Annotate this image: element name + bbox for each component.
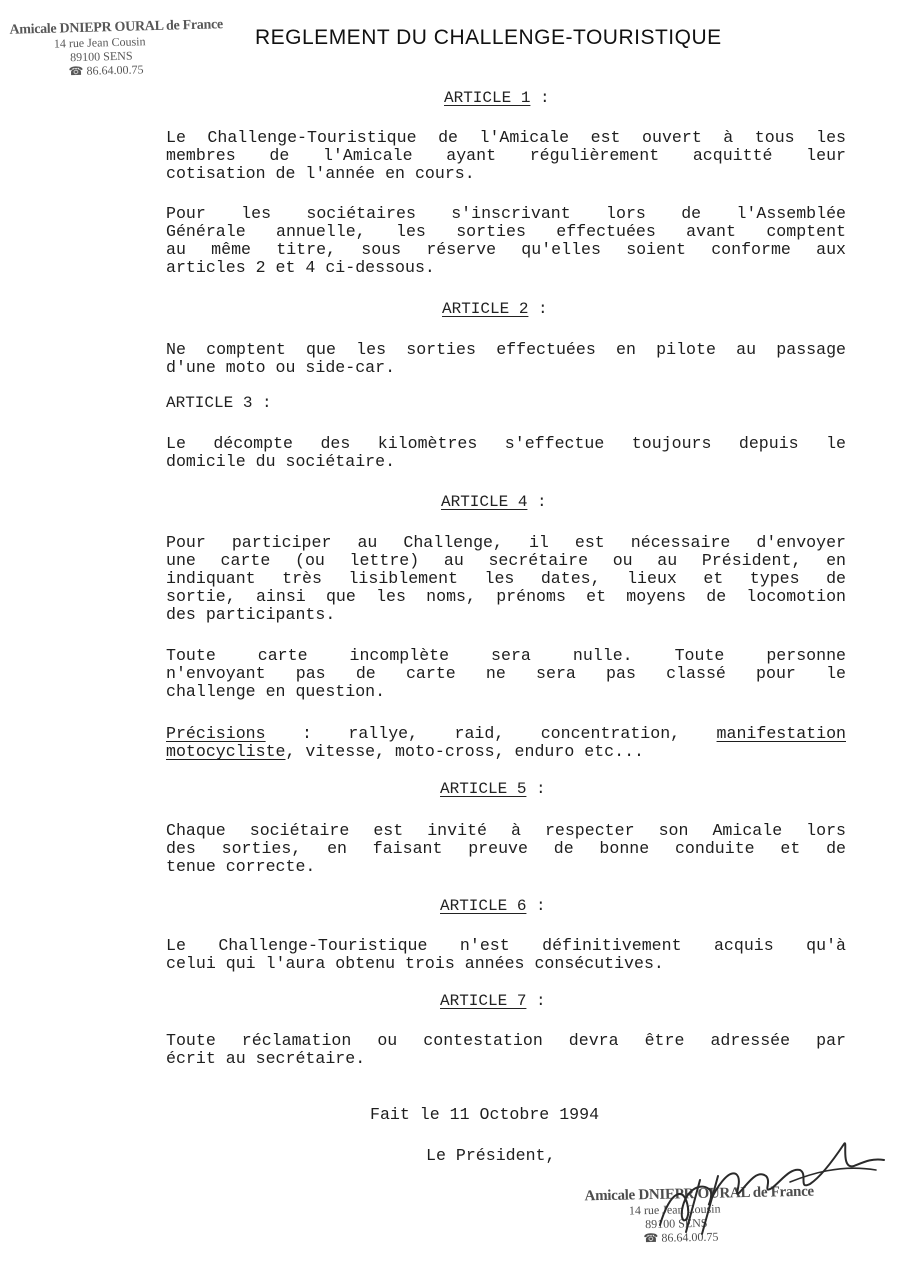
text-line: Le décompte des kilomètres s'effectue toujours depuis le xyxy=(166,434,846,453)
signatory-title: Le Président, xyxy=(426,1146,556,1165)
text-line: Chaque sociétaire est invité à respecter son Amicale lors xyxy=(166,821,846,840)
article-1-label: ARTICLE 1 xyxy=(444,89,531,107)
article-5-paragraph-1 xyxy=(166,822,846,876)
text-line: challenge en question. xyxy=(166,682,386,701)
article-3-heading: ARTICLE 3 : xyxy=(166,394,272,412)
text-line: articles 2 et 4 ci-dessous. xyxy=(166,258,435,277)
text-line: au même titre, sous réserve qu'elles soient conforme aux xyxy=(166,240,846,259)
article-7-label: ARTICLE 7 xyxy=(440,992,527,1010)
text-line: Le Challenge-Touristique n'est définitivement acquis qu'à xyxy=(166,936,846,955)
article-2-colon: : xyxy=(528,300,548,318)
manifestation-term: manifestation xyxy=(716,724,846,743)
stamp-street: 14 rue Jean Cousin xyxy=(628,1201,721,1218)
article-6-label: ARTICLE 6 xyxy=(440,897,527,915)
text-line: Pour les sociétaires s'inscrivant lors de l'Assemblée xyxy=(166,204,846,223)
date-line: Fait le 11 Octobre 1994 xyxy=(370,1105,600,1124)
text-line: Toute carte incomplète sera nulle. Toute personne xyxy=(166,646,846,665)
text-line: des participants. xyxy=(166,605,336,624)
text-line xyxy=(166,743,846,761)
stamp-city: 89100 SENS xyxy=(645,1215,708,1232)
article-7-paragraph-1 xyxy=(166,1032,846,1068)
stamp-city: 89100 SENS xyxy=(70,48,133,65)
article-6-heading xyxy=(440,897,546,915)
text-line: Le Challenge-Touristique de l'Amicale est ouvert à tous les xyxy=(166,128,846,147)
article-5-heading xyxy=(440,780,546,798)
text-line: Toute réclamation ou contestation devra être adressée par xyxy=(166,1031,846,1050)
text-line: cotisation de l'année en cours. xyxy=(166,164,475,183)
text-line: membres de l'Amicale ayant régulièrement acquitté leur xyxy=(166,146,846,165)
text-line: n'envoyant pas de carte ne sera pas classé pour le xyxy=(166,664,846,683)
stamp-street: 14 rue Jean Cousin xyxy=(53,34,146,51)
page-title: REGLEMENT DU CHALLENGE-TOURISTIQUE xyxy=(255,26,722,49)
article-2-paragraph-1 xyxy=(166,341,846,377)
article-1-paragraph-2 xyxy=(166,205,846,277)
article-6-paragraph-1 xyxy=(166,937,846,973)
stamp-name: Amicale DNIEPR OURAL de France xyxy=(9,17,224,38)
text-line xyxy=(166,725,846,743)
stamp-name: Amicale DNIEPR OURAL de France xyxy=(584,1183,815,1205)
motocycliste-term: motocycliste xyxy=(166,742,286,761)
text-line: indiquant très lisiblement les dates, lieux et types de xyxy=(166,569,846,588)
article-4-paragraph-2 xyxy=(166,647,846,701)
article-6-colon: : xyxy=(526,897,546,915)
precisions-list-start: : rallye, raid, concentration, xyxy=(265,724,717,743)
text-line: Ne comptent que les sorties effectuées en pilote au passage xyxy=(166,340,846,359)
handwritten-signature xyxy=(640,1130,890,1240)
stamp-phone: ☎ 86.64.00.75 xyxy=(68,61,144,78)
article-2-heading xyxy=(442,300,548,318)
stamp-phone: ☎ 86.64.00.75 xyxy=(643,1229,719,1246)
text-line: Pour participer au Challenge, il est nécessaire d'envoyer xyxy=(166,533,846,552)
text-line: d'une moto ou side-car. xyxy=(166,358,396,377)
article-2-label: ARTICLE 2 xyxy=(442,300,529,318)
article-4-paragraph-1 xyxy=(166,534,846,624)
article-1-colon: : xyxy=(530,89,550,107)
article-4-colon: : xyxy=(527,493,547,511)
article-4-heading xyxy=(441,493,547,511)
text-line: sortie, ainsi que les noms, prénoms et moyens de locomotion xyxy=(166,587,846,606)
article-5-label: ARTICLE 5 xyxy=(440,780,527,798)
article-4-precisions xyxy=(166,725,846,761)
text-line: Générale annuelle, les sorties effectuées avant comptent xyxy=(166,222,846,241)
article-3-paragraph-1 xyxy=(166,435,846,471)
precisions-term: Précisions xyxy=(166,724,266,743)
precisions-list-end: , vitesse, moto-cross, enduro etc... xyxy=(285,742,644,761)
article-5-colon: : xyxy=(526,780,546,798)
text-line: domicile du sociétaire. xyxy=(166,452,396,471)
article-1-heading xyxy=(444,89,550,107)
text-line: tenue correcte. xyxy=(166,857,316,876)
article-1-paragraph-1 xyxy=(166,129,846,183)
article-7-heading xyxy=(440,992,546,1010)
article-4-label: ARTICLE 4 xyxy=(441,493,528,511)
association-stamp-top xyxy=(9,17,224,80)
article-7-colon: : xyxy=(526,992,546,1010)
text-line: celui qui l'aura obtenu trois années consécutives. xyxy=(166,954,664,973)
text-line: des sorties, en faisant preuve de bonne conduite et de xyxy=(166,839,846,858)
text-line: une carte (ou lettre) au secrétaire ou au Président, en xyxy=(166,551,846,570)
text-line: écrit au secrétaire. xyxy=(166,1049,366,1068)
